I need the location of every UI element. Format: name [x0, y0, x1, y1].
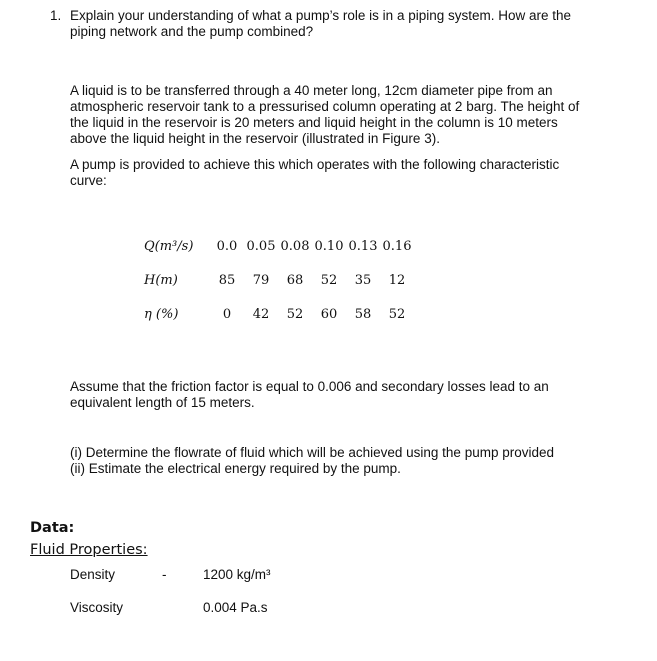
viscosity-label: Viscosity — [70, 600, 124, 615]
pump-curve-table — [140, 230, 414, 332]
row-label-head: H(m) — [144, 273, 178, 288]
task-item: (ii) Estimate the electrical energy required by the pump. — [70, 461, 401, 476]
table-cell: 85 — [218, 273, 236, 288]
row-label-flowrate: Q(m³/s) — [144, 239, 194, 254]
problem-description — [70, 83, 635, 147]
question-1-text — [70, 8, 635, 40]
table-cell: 42 — [252, 307, 270, 322]
table-cell: 58 — [354, 307, 372, 322]
table-cell: 35 — [354, 273, 372, 288]
table-cell: 79 — [252, 273, 270, 288]
table-cell: 52 — [320, 273, 338, 288]
problem-line: A liquid is to be transferred through a 40 meter long, 12cm diameter pipe from an — [70, 83, 553, 98]
table-cell: 0.0 — [216, 239, 238, 254]
question-number: 1. — [50, 8, 62, 23]
table-cell: 52 — [286, 307, 304, 322]
pump-intro — [70, 157, 635, 189]
pump-intro-line: A pump is provided to achieve this which operates with the following characteristic — [70, 157, 560, 172]
assumption-line: equivalent length of 15 meters. — [70, 395, 255, 410]
table-cell: 0.10 — [314, 239, 344, 254]
density-dash: - — [162, 567, 167, 582]
table-cell: 12 — [388, 273, 406, 288]
table-row-flowrate — [140, 230, 414, 264]
table-cell: 0.16 — [382, 239, 412, 254]
problem-line: the liquid in the reservoir is 20 meters and liquid height in the column is 10 meters — [70, 115, 558, 130]
table-cell: 0.08 — [280, 239, 310, 254]
density-label: Density — [70, 567, 116, 582]
table-cell: 0.05 — [246, 239, 276, 254]
table-cell: 52 — [388, 307, 406, 322]
table-cell: 68 — [286, 273, 304, 288]
assumption-line: Assume that the friction factor is equal to 0.006 and secondary losses lead to an — [70, 379, 549, 394]
question-1-line-1: Explain your understanding of what a pump’s role is in a piping system. How are the — [70, 8, 572, 23]
pump-intro-line: curve: — [70, 173, 107, 188]
problem-line: atmospheric reservoir tank to a pressurised column operating at 2 barg. The height of — [70, 99, 580, 114]
fluid-properties-heading: Fluid Properties: — [30, 542, 148, 558]
table-row-efficiency — [140, 298, 414, 332]
table-cell: 60 — [320, 307, 338, 322]
question-1-line-2: piping network and the pump combined? — [70, 24, 314, 39]
task-list — [70, 445, 635, 477]
table-cell: 0 — [222, 307, 232, 322]
viscosity-value: 0.004 Pa.s — [203, 600, 268, 615]
data-heading: Data: — [30, 520, 75, 536]
table-row-head — [140, 264, 414, 298]
task-item: (i) Determine the flowrate of fluid which will be achieved using the pump provided — [70, 445, 554, 460]
table-cell: 0.13 — [348, 239, 378, 254]
problem-line: above the liquid height in the reservoir (illustrated in Figure 3). — [70, 131, 440, 146]
row-label-efficiency: η (%) — [144, 307, 179, 322]
density-value: 1200 kg/m³ — [203, 567, 271, 582]
assumption-text — [70, 379, 635, 411]
